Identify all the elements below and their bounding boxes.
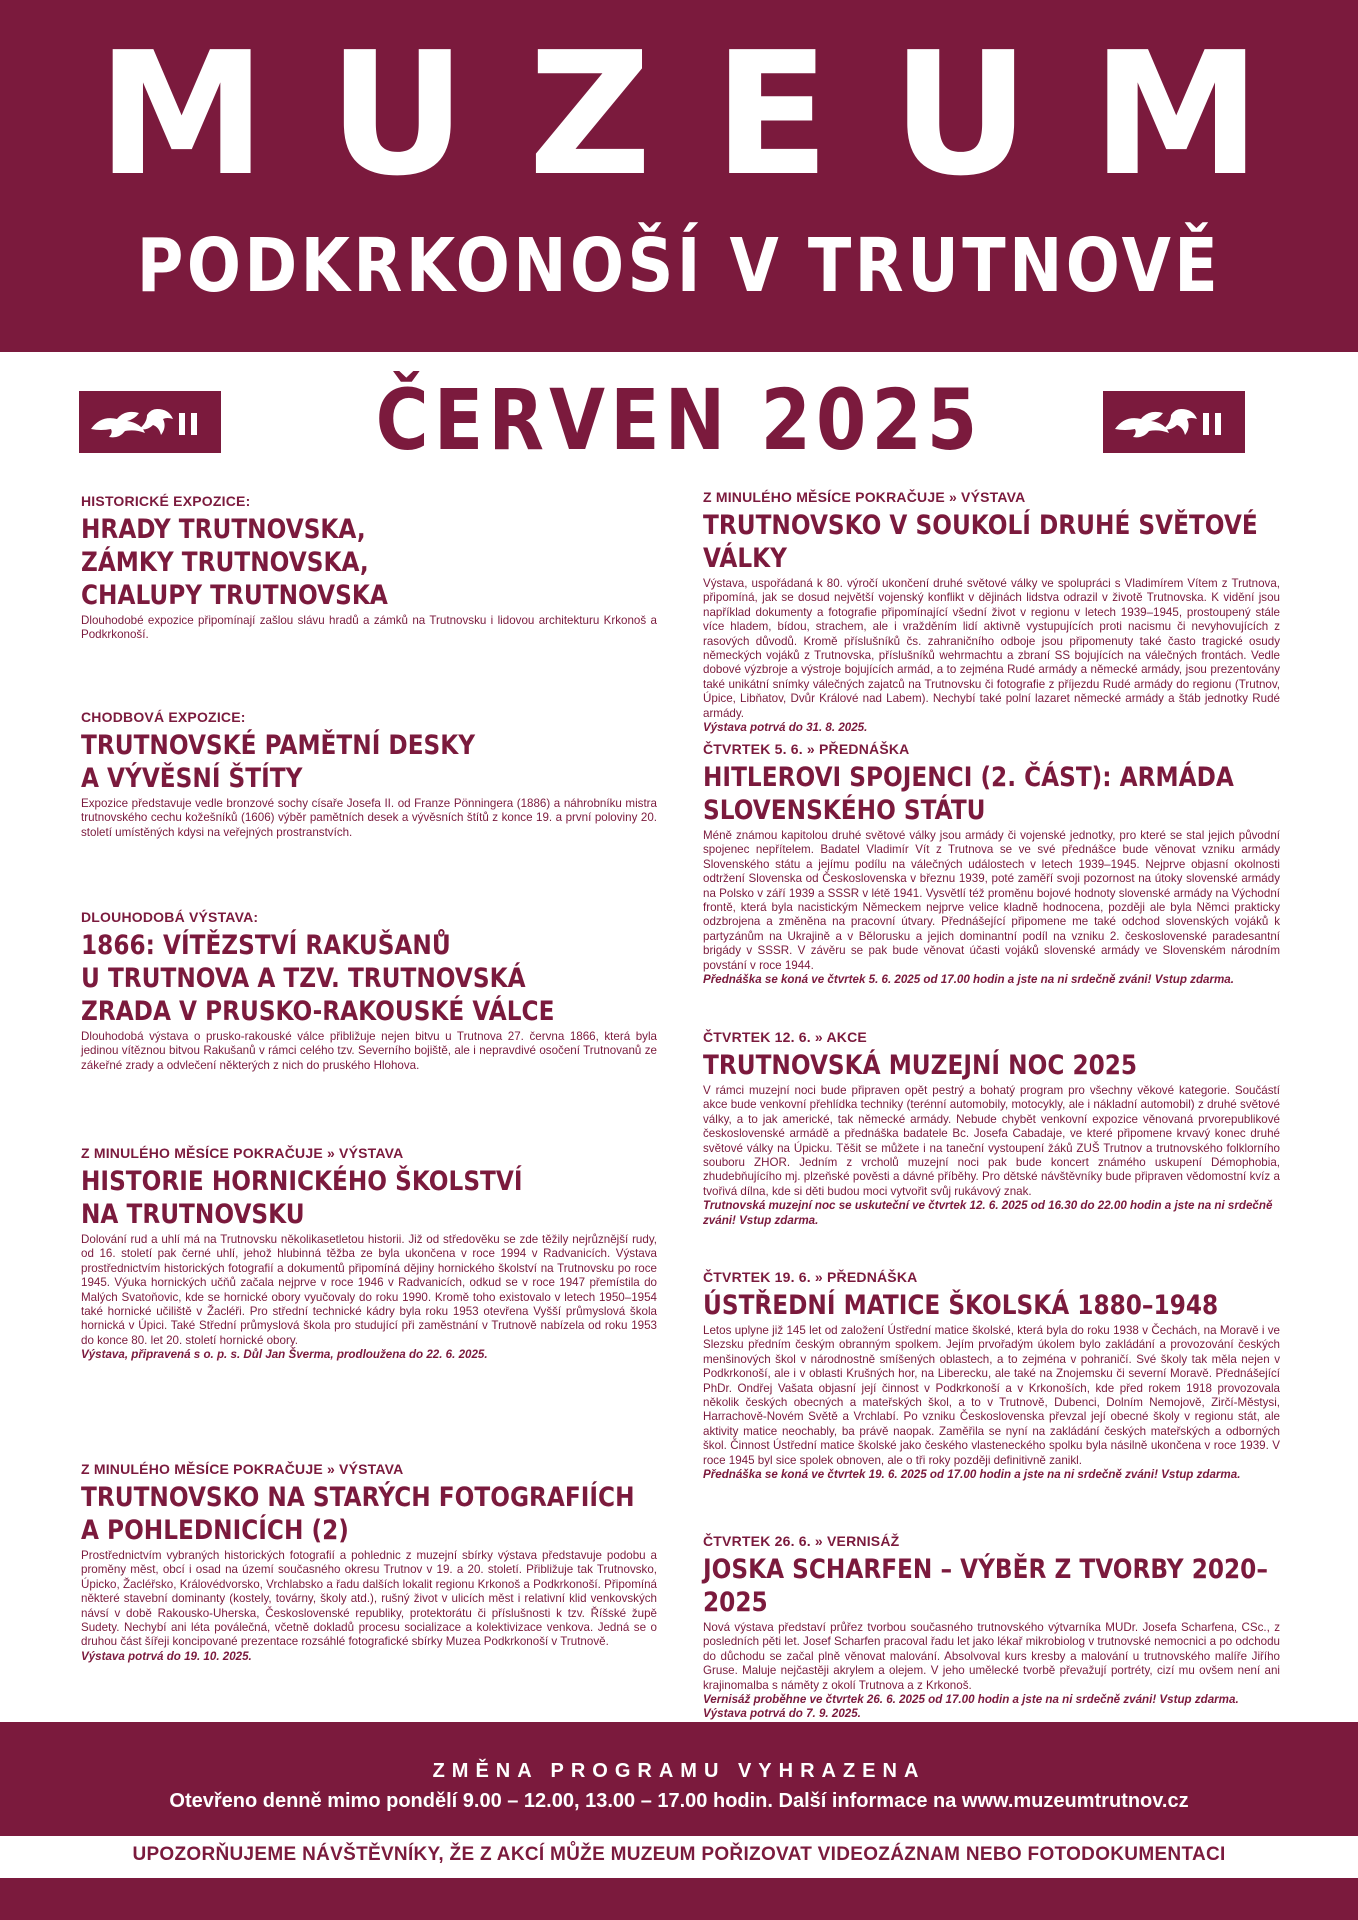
item-label: ČTVRTEK 12. 6. » AKCE — [703, 1029, 867, 1045]
program-item — [81, 1144, 657, 1363]
item-text: Méně známou kapitolou druhé světové války jsou armády či vojenské jednotky, pro které se stal jejich původní spojenec nepřítelem. Badatel Vladimír Vít z Trutnova se ve své přednášce bude věnovat vzniku armády Slovenského státu a jejímu podílu na válečných událostech v letech 1939–1945. Nejprve objasní okolnosti odtržení Slovenska od Československa v březnu 1939, poté zaměří svoji pozornost na útoky slovenské armády na Polsko v září 1939 a SSSR v létě 1941. Vysvětlí též proměnu bojové hodnoty slovenské armády na Východní frontě, která byla nacistickým Německem nejprve velice kladně hodnocena, později ale byla Němci prakticky odzbrojena a změněna na pracovní útvary. Přednášející připomene me také odchod slovenských vojáků k partyzánům na Ukrajině a v Bělorusku a jejich dominantní podíl na vzniku 2. československé paradesantní brigády v SSSR. V závěru se pak bude věnovat účasti vojáků slovenské armády ve Slovenském národním povstání v roce 1944. — [703, 829, 1280, 972]
item-heading: HITLEROVI SPOJENCI (2. ČÁST): ARMÁDA SLOVENSKÉHO STÁTU — [703, 762, 1234, 826]
item-label: HISTORICKÉ EXPOZICE: — [81, 493, 251, 509]
program-item — [81, 708, 657, 840]
item-note: Výstava, připravená s o. p. s. Důl Jan Šverma, prodloužena do 22. 6. 2025. — [81, 1348, 488, 1362]
item-label: Z MINULÉHO MĚSÍCE POKRAČUJE » VÝSTAVA — [703, 489, 1026, 505]
item-heading: 1866: VÍTĚZSTVÍ RAKUŠANŮ U TRUTNOVA A TZV. TRUTNOVSKÁ ZRADA V PRUSKO-RAKOUSKÉ VÁLCE — [81, 930, 555, 1027]
item-label: Z MINULÉHO MĚSÍCE POKRAČUJE » VÝSTAVA — [81, 1461, 404, 1477]
item-note: Přednáška se koná ve čtvrtek 5. 6. 2025 od 17.00 hodin a jste na ni srdečně zváni! Vstup zdarma. — [703, 973, 1234, 987]
item-text: Výstava, uspořádaná k 80. výročí ukončení druhé světové války ve spolupráci s Vladimírem Vítem z Trutnova, připomíná, jak se dosud největší vojenský konflikt v dějinách lidstva odrazil v životě Trutnovska. K vidění jsou například dokumenty a fotografie připomínající všední život v regionu v letech 1939–1945, prostoupený stále více hladem, bídou, strachem, ale i vražděním lidí aktivně vystupujících proti nacismu či nevyhovujících z rasových důvodů. Kromě příslušníků čs. zahraničního odboje jsou připomenuty také často tragické osudy německých vojáků z Trutnovska, příslušníků wehrmachtu a zbraní SS bojujících na válečných frontách. Vedle dobové výzbroje a výstroje bojujících armád, a to zejména Rudé armády a německé armády, jsou prezentovány také unikátní snímky válečných zajatců na Trutnovsku či fotografie z příjezdu Rudé armády do regionu (Trutnov, Úpice, Libňatov, Dvůr Králové nad Labem). Nechybí také polní lazaret německé armády a štáb jednotky Rudé armády. — [703, 577, 1280, 720]
item-heading: TRUTNOVSKO NA STARÝCH FOTOGRAFIÍCH A POHLEDNICÍCH (2) — [81, 1482, 635, 1546]
recording-notice: UPOZORŇUJEME NÁVŠTĚVNÍKY, ŽE Z AKCÍ MŮŽE MUZEUM POŘIZOVAT VIDEOZÁZNAM NEBO FOTODOKUMENTACI — [132, 1844, 1226, 1865]
museum-subtitle: PODKRKONOŠÍ V TRUTNOVĚ — [136, 223, 1222, 309]
item-text: Nová výstava představí průřez tvorbou současného trutnovského výtvarníka MUDr. Josefa Scharfena, CSc., z posledních pěti let. Josef Scharfen pracoval řadu let jako lékař mikrobiolog v trutnovské nemocnici a po odchodu do důchodu se začal plně věnovat malování. Absolvoval kurs kresby a malování u trutnovského malíře Jiřího Gruse. Maluje nejčastěji akrylem a olejem. V jeho umělecké tvorbě převažují portréty, cizí mu ovšem není ani krajinomalba s náměty z okolí Trutnova a z Krkonoš. — [703, 1621, 1280, 1692]
item-label: DLOUHODOBÁ VÝSTAVA: — [81, 909, 259, 925]
item-text: Dlouhodobá výstava o prusko-rakouské válce přibližuje nejen bitvu u Trutnova 27. června 1866, která byla jedinou vítěznou bitvou Rakušanů v rámci celého tzv. Severního bojiště, ale i nepravdivé osočení Trutnovanů ze zákeřné zrady a odvlečení některých z nich do pruského Hlohova. — [81, 1030, 657, 1072]
item-label: ČTVRTEK 26. 6. » VERNISÁŽ — [703, 1533, 900, 1549]
item-note: Vernisáž proběhne ve čtvrtek 26. 6. 2025 od 17.00 hodin a jste na ni srdečně zváni! Vstup zdarma. Výstava potrvá do 7. 9. 2025. — [703, 1693, 1239, 1721]
item-heading: TRUTNOVSKÁ MUZEJNÍ NOC 2025 — [703, 1050, 1138, 1081]
heraldic-emblem-icon — [1103, 391, 1245, 453]
footer-banner — [0, 1722, 1358, 1920]
program-item — [703, 1268, 1280, 1482]
museum-title: MUZEUM — [97, 16, 1323, 214]
item-heading: TRUTNOVSKÉ PAMĚTNÍ DESKY A VÝVĚSNÍ ŠTÍTY — [81, 730, 476, 794]
program-item — [81, 492, 657, 643]
item-note: Výstava potrvá do 31. 8. 2025. — [703, 721, 868, 735]
item-heading: HRADY TRUTNOVSKA, ZÁMKY TRUTNOVSKA, CHALUPY TRUTNOVSKA — [81, 514, 388, 611]
program-item — [703, 488, 1280, 735]
item-text: Expozice představuje vedle bronzové sochy císaře Josefa II. od Franze Pönningera (1886) a náhrobníku mistra trutnovského cechu kožešníků (1606) výběr pamětních desek a vývěsních štítů z konce 19. a první poloviny 20. století umístěných kdysi na veřejných prostranstvích. — [81, 797, 657, 839]
item-label: ČTVRTEK 19. 6. » PŘEDNÁŠKA — [703, 1269, 918, 1285]
program-item — [81, 908, 657, 1073]
item-label: ČTVRTEK 5. 6. » PŘEDNÁŠKA — [703, 741, 910, 757]
item-heading: HISTORIE HORNICKÉHO ŠKOLSTVÍ NA TRUTNOVSKU — [81, 1166, 523, 1230]
program-change-notice: ZMĚNA PROGRAMU VYHRAZENA — [432, 1760, 926, 1782]
item-text: Prostřednictvím vybraných historických fotografií a pohlednic z muzejní sbírky výstava představuje podobu a proměny měst, obcí i osad na území současného okresu Trutnov v 19. a 20. století. Přibližuje tak Trutnovsko, Úpicko, Žacléřsko, Královédvorsko, Vrchlabsko a řadu dalších lokalit regionu Krkonoš a Podkrkonoší. Připomíná některé stavební dominanty (kostely, továrny, školy atd.), rušný život v ulicích měst i relativní klid venkovských návsí v době Rakousko-Uherska, Československé republiky, protektorátu či příslušnosti k tzv. Říšské župě Sudety. Nechybí ani léta poválečná, včetně dokladů procesu socializace a kolektivizace venkova. Jedná se o druhou část šířeji koncipované prezentace rozsáhlé fotografické sbírky Muzea Podkrkonoší v Trutnově. — [81, 1549, 657, 1649]
item-note: Výstava potrvá do 19. 10. 2025. — [81, 1649, 252, 1663]
item-label: CHODBOVÁ EXPOZICE: — [81, 709, 246, 725]
item-heading: JOSKA SCHARFEN – VÝBĚR Z TVORBY 2020–2025 — [703, 1554, 1268, 1618]
item-note: Přednáška se koná ve čtvrtek 19. 6. 2025 od 17.00 hodin a jste na ni srdečně zváni! Vstup zdarma. — [703, 1468, 1241, 1482]
item-heading: ÚSTŘEDNÍ MATICE ŠKOLSKÁ 1880–1948 — [703, 1290, 1219, 1321]
opening-hours: Otevřeno denně mimo pondělí 9.00 – 12.00, 13.00 – 17.00 hodin. Další informace na www.muzeumtrutnov.cz — [169, 1790, 1189, 1812]
item-label: Z MINULÉHO MĚSÍCE POKRAČUJE » VÝSTAVA — [81, 1145, 404, 1161]
month-heading: ČERVEN 2025 — [375, 371, 983, 469]
item-text: V rámci muzejní noci bude připraven opět pestrý a bohatý program pro všechny věkové kategorie. Součástí akce bude venkovní přehlídka techniky (terénní automobily, motocykly, ale i nákladní automobil) z druhé světové války, a to jak americké, tak německé armády. Nebude chybět venkovní expozice věnovaná prvorepublikové československé armádě a přednáška badatele Bc. Josefa Cabadaje, ve které připomene krvavý konec druhé světové války na Úpicku. Těšit se můžete i na taneční vystoupení žáků ZUŠ Trutnov a trutnovského folklorního souboru ZHOR. Jedním z vrcholů muzejní noci pak bude koncert známého uskupení Démophobia, zhudebňujícího mj. plzeňské pověsti a dávné příběhy. Pro dětské návštěvníky bude připraven vědomostní kvíz a tvořivá dílna, kde si děti budou moci vytvořit svůj rukávový znak. — [703, 1084, 1280, 1198]
program-item — [703, 1028, 1280, 1228]
item-text: Dolování rud a uhlí má na Trutnovsku několikasetletou historii. Již od středověku se zde těžily nejrůznější rudy, od 16. století pak černé uhlí, jehož hlubinná těžba ze byla ukončena v roce 1994 v Radvanicích. Výstava prostřednictvím historických fotografií a dokumentů připomíná dějiny hornického školství na Trutnovsku po roce 1945. Výuka hornických učňů začala nejprve v roce 1946 v Radvanicích, odkud se v roce 1947 přemístila do Malých Svatoňovic, kde se hornické obory vyučovaly do roku 1990. Kromě toho existovalo v letech 1950–1954 také hornické učiliště v Žacléři. Pro střední technické kádry byla roku 1953 otevřena Vyšší průmyslová škola hornická v Úpici. Také Střední průmyslová škola pro studující při zaměstnání v Trutnově nabízela od roku 1953 do konce 80. let 20. století hornické obory. — [81, 1233, 657, 1347]
program-item — [81, 1460, 657, 1664]
header-banner — [0, 0, 1358, 352]
program-item — [703, 740, 1280, 987]
item-text: Dlouhodobé expozice připomínají zašlou slávu hradů a zámků na Trutnovsku i lidovou architekturu Krkonoš a Podkrkonoší. — [81, 614, 657, 642]
program-item — [703, 1532, 1280, 1722]
item-heading: TRUTNOVSKO V SOUKOLÍ DRUHÉ SVĚTOVÉ VÁLKY — [703, 510, 1258, 574]
item-note: Trutnovská muzejní noc se uskuteční ve čtvrtek 12. 6. 2025 od 16.30 do 22.00 hodin a jste na ni srdečně zváni! Vstup zdarma. — [703, 1199, 1273, 1227]
item-text: Letos uplyne již 145 let od založení Ústřední matice školské, která byla do roku 1938 v Čechách, na Moravě i ve Slezsku předním českým obranným spolkem. Jejím prvořadým úkolem bylo zakládání a provozování českých menšinových škol v národnostně smíšených oblastech, a to zejména v pohraničí. Své školy tak měla nejen v Podkrkonoší, ale i v oblasti Krušných hor, na Liberecku, ale také na Znojemsku či severní Moravě. Přednášející PhDr. Ondřej Vašata objasní její činnost v Podkrkonoší a v Krkonoších, kde před rokem 1918 provozovala několik českých obecných a mateřských škol, a to v Trutnově, Dubenci, Dolním Nemojově, Zirčí-Městysi, Harrachově-Novém Světě a Vrchlabí. Po vzniku Československa převzal její obecné školy v regionu stát, ale aktivity matice neochably, ba právě naopak. Zaměřila se nyní na zakládání českých mateřských a odborných škol. Činnost Ústřední matice školské jako českého vlasteneckého spolku byla násilně ukončena v roce 1939. V roce 1945 byl sice spolek obnoven, ale o tři roky později definitivně zanikl. — [703, 1324, 1280, 1467]
